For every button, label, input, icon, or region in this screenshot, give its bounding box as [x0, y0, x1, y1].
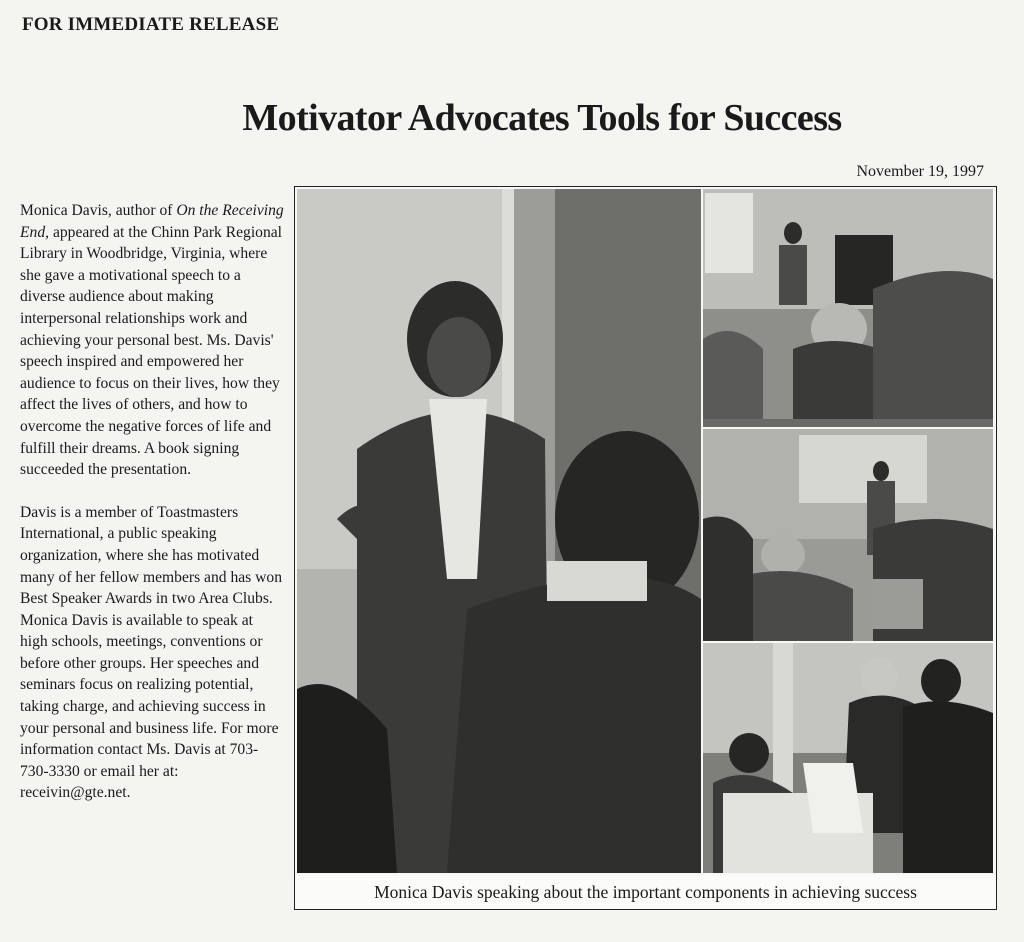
- audience-photo-1: [703, 189, 993, 427]
- paragraph-1-rest: appeared at the Chinn Park Regional Library in Woodbridge, Virginia, where she gave a motivational speech to a diverse audience about making interpersonal relationships work and achieving your personal best. Ms. Davis' speech inspired and empowered her audience to focus on their lives, how they affect the lives of others, and how to overcome the negative forces of life and fulfill their dreams. A book signing succeeded the presentation.: [20, 223, 283, 479]
- article-paragraph-2: Davis is a member of Toastmasters International, a public speaking organization, where she has motivated many of her fellow members and has won Best Speaker Awards in two Area Clubs. Monica Davis is available to speak at high schools, meetings, conventions or before other groups. Her speeches and seminars focus on realizing potential, taking charge, and achieving success in your personal and business life. For more information contact Ms. Davis at 703-730-3330 or email her at: receivin@gte.net.: [20, 503, 282, 802]
- photo-caption: Monica Davis speaking about the important components in achieving success: [295, 875, 996, 909]
- release-label: FOR IMMEDIATE RELEASE: [22, 14, 280, 35]
- audience-photo-2: [703, 429, 993, 641]
- book-title: On the Receiving End,: [20, 202, 284, 241]
- release-date: November 19, 1997: [856, 163, 984, 180]
- article-paragraph-1: [20, 200, 284, 481]
- article-body: [20, 200, 284, 804]
- photo-collage: [294, 186, 997, 910]
- paragraph-1-intro: Monica Davis, author of: [20, 202, 173, 219]
- book-signing-photo: [703, 643, 993, 873]
- main-speaker-photo: [297, 189, 701, 873]
- headline: Motivator Advocates Tools for Success: [242, 97, 842, 139]
